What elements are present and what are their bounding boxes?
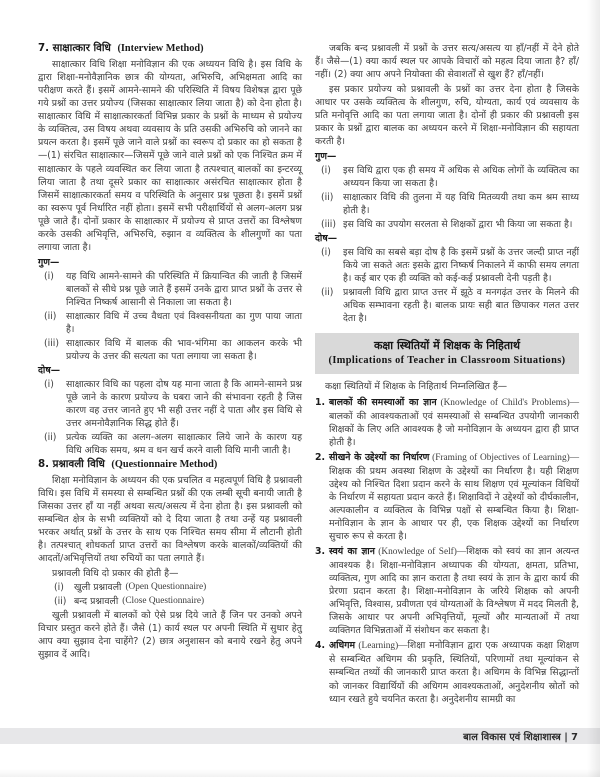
column-right xyxy=(315,42,579,708)
implications-heading-box xyxy=(315,333,579,374)
implication-title-english: (Learning)— xyxy=(355,641,408,652)
list-item xyxy=(38,431,302,457)
questionnaire-merits-label: गुण— xyxy=(315,151,337,163)
section-8-heading-hindi: 8. प्रश्नावली विधि xyxy=(38,457,105,470)
implication-item xyxy=(315,396,579,449)
list-item xyxy=(315,218,579,231)
interview-demerits-list xyxy=(38,378,302,457)
list-item-text: इस विधि का सबसे बड़ा दोष है कि इसमें प्रश्नों के उत्तर जल्दी प्राप्त नहीं किये जा सकते अतः इसके द्वारा निष्कर्ष निकालने में काफी समय लगता है। कई बार एक ही व्यक्ति को कई-कई प्रश्नावली देनी पड़ती है। xyxy=(343,247,579,285)
implication-title-hindi: सीखने के उद्देश्यों का निर्धारण xyxy=(329,452,430,464)
type-name-hindi: खुली प्रश्नावली xyxy=(74,582,122,594)
list-item xyxy=(38,378,302,430)
interview-demerits-label: दोष— xyxy=(38,364,61,376)
list-item-text: प्रश्नावली विधि द्वारा प्राप्त उत्तर में झूठे व मनगढ़ंत उत्तर के मिलने की अधिक सम्भावना रहती है। बालक प्रायः सही बात छिपाकर गलत उत्तर देता है। xyxy=(343,287,579,325)
questionnaire-type-item xyxy=(38,581,302,594)
implication-body: शिक्षक की प्रथम अवस्था शिक्षण के उद्देश्यों का निर्धारण है। यही शिक्षण उद्देश्य को निश्चित दिशा प्रदान करने के साथ शिक्षण एवं मूल्यांकन विधियों के निर्धारण में सहायता प्रदान करते हैं। शिक्षाविदों ने उद्देश्यों को दीर्घकालीन, अल्पकालीन व व्यक्तित्व के विभिन्न पक्षों से सम्बन्धित किया है। शिक्षा-मनोविज्ञान के ज्ञान के आधार पर ही, एक शिक्षक उद्देश्यों का निर्धारण सुचारु रूप से करता है। xyxy=(329,466,579,543)
list-item-marker: (ii) xyxy=(321,287,334,299)
list-item-marker: (ii) xyxy=(44,431,57,443)
list-item xyxy=(315,246,579,285)
implication-title-english: (Knowledge of Self)— xyxy=(374,547,467,558)
list-item-text: इस विधि का उपयोग सरलता से शिक्षकों द्वारा भी किया जा सकता है। xyxy=(343,219,573,231)
implication-item xyxy=(315,545,579,637)
implication-body: शिक्षक को स्वयं का ज्ञान अत्यन्त आवश्यक है। शिक्षा-मनोविज्ञान अध्यापक की योग्यता, क्षमता, प्रतिभा, व्यक्तित्व, गुण आदि का ज्ञान कराता है तथा स्वयं के ज्ञान के द्वारा कार्य की प्रेरणा प्रदान करता है। शिक्षा-मनोविज्ञान के जरिये शिक्षक को अपनी अभिवृत्ति, विश्वास, प्रवीणता एवं योग्यताओं के विश्लेषण में मदद मिलती है, जिसके आधार पर अपनी अभिवृत्तियों, मूल्यों और मान्यताओं में तथा व्यक्तिगत विभिन्नताओं में संशोधन कर सकता है। xyxy=(329,546,579,637)
implication-title-english: (Framing of Objectives of Learning)— xyxy=(429,453,580,464)
list-item-text: साक्षात्कार विधि का पहला दोष यह माना जाता है कि आमने-सामने प्रश्न पूछे जाने के कारण प्रयोज्य के घबरा जाने की संभावना रहती है जिस कारण वह उत्तर जानते हुए भी सही उत्तर नहीं दे पाता और इस विधि से उत्तर अमनोवैज्ञानिक सिद्ध होते हैं। xyxy=(66,378,302,429)
scan-shadow-right-edge xyxy=(587,0,600,777)
list-item xyxy=(315,164,579,190)
two-column-text-area xyxy=(38,42,579,708)
list-item xyxy=(38,337,302,363)
type-name-english: (Close Questionnaire) xyxy=(122,596,205,607)
open-questionnaire-paragraph: खुली प्रश्नावली में बालकों को ऐसे प्रश्न दिये जाते हैं जिन पर उनको अपने विचार प्रस्तुत करने होते हैं। जैसे (1) कार्य स्थल पर अपनी स्थिति में सुधार हेतु आप क्या सुझाव देना चाहेंगे? (2) छात्र अनुशासन को बनाये रखने हेतु अपने सुझाव दें आदि। xyxy=(38,610,302,661)
type-name-hindi: बन्द प्रश्नावली xyxy=(74,596,119,608)
questionnaire-method-paragraph: शिक्षा मनोविज्ञान के अध्ययन की एक प्रचलित व महत्वपूर्ण विधि है प्रश्नावली विधि। इस विधि में समस्या से सम्बन्धित प्रश्नों की एक लम्बी सूची बनायी जाती है जिसका उत्तर हाँ या नहीं अथवा सत्य/असत्य में देना होता है। इस प्रश्नावली को सम्बन्धित क्षेत्र के सभी व्यक्तियों को दे दिया जाता है तथा उन्हें यह प्रश्नावली भरकर अर्थात् प्रश्नों के उत्तर के साथ एक निश्चित समय सीमा में लौटानी होती है। तत्पश्चात् शोधकर्ता प्राप्त उत्तरों का विश्लेषण करके बालकों/व्यक्तियों की आदतों/अभिवृत्तियों तथा रुचियों का पता लगाते हैं। xyxy=(38,475,302,565)
list-item-marker: (ii) xyxy=(44,310,57,322)
section-7-heading-english: (Interview Method) xyxy=(117,43,204,54)
list-item-marker: (ii) xyxy=(321,192,334,204)
implication-text xyxy=(329,451,579,543)
questionnaire-types-list xyxy=(38,581,302,608)
questionnaire-analysis-paragraph: इस प्रकार प्रयोज्य को प्रश्नावली के प्रश्नों का उत्तर देना होता है जिसके आधार पर उसके व्यक्तित्व के शीलगुण, रुचि, योग्यता, कार्य एवं व्यवसाय के प्रति मनोवृत्ति आदि का पता लगाया जाता है। दोनों ही प्रकार की प्रश्नावली इस प्रकार के प्रश्नों द्वारा बालक का अध्ययन करने में शिक्षा-मनोविज्ञान की सहायता करती है। xyxy=(315,84,579,148)
list-item-marker: (i) xyxy=(321,247,331,259)
implications-list xyxy=(315,396,579,705)
section-7-heading-hindi: 7. साक्षात्कार विधि xyxy=(38,42,111,54)
section-8-heading xyxy=(38,458,302,471)
closed-questionnaire-paragraph: जबकि बन्द प्रश्नावली में प्रश्नों के उत्तर सत्य/असत्य या हाँ/नहीं में देने होते हैं। जैसे—(1) क्या कार्य स्थल पर आपके विचारों को महत्व दिया जाता है? हाँ/नहीं। (2) क्या आप अपने नियोक्ता की सेवाशर्तों से खुश हैं? हाँ/नहीं। xyxy=(315,43,579,81)
list-item-text: साक्षात्कार विधि में बालक की भाव-भंगिमा का आकलन करके भी प्रयोज्य के उत्तर की सत्यता का पता लगाया जा सकता है। xyxy=(66,337,302,362)
footer-book-title-and-page-number: बाल विकास एवं शिक्षाशास्त्र | 7 xyxy=(463,731,578,743)
list-item-marker: (i) xyxy=(44,378,54,390)
implication-text xyxy=(329,545,579,637)
list-item xyxy=(38,310,302,336)
implications-heading-hindi: कक्षा स्थितियों में शिक्षक के निहितार्थ xyxy=(373,339,521,353)
implication-title-english: (Knowledge of Child's Problems)— xyxy=(436,398,579,409)
list-item-text: साक्षात्कार विधि में उच्च वैधता एवं विश्वसनीयता का गुण पाया जाता है। xyxy=(66,310,302,335)
questionnaire-merits-list xyxy=(315,164,579,231)
implication-item xyxy=(315,451,579,543)
interview-method-paragraph: साक्षात्कार विधि शिक्षा मनोविज्ञान की एक अध्ययन विधि है। इस विधि के द्वारा शिक्षा-मनोवैज्ञानिक छात्र की योग्यता, अभिरुचि, अभिक्षमता आदि का परीक्षण करते हैं। इसमें आमने-सामने की परिस्थिति में विषय विशेषज्ञ द्वारा पूछे गये प्रश्नों का उत्तर प्रयोज्य (जिसका साक्षात्कार लिया जाता है) को देना होता है। साक्षात्कार विधि में साक्षात्कारकर्ता विभिन्न प्रकार के प्रश्नों के माध्यम से प्रयोज्य के व्यक्तित्व, उस विषय अथवा व्यवसाय के प्रति उसकी अभिरुचि को जानने का प्रयत्न करता है। इसमें पूछे जाने वाले प्रश्नों का स्वरूप दो प्रकार का हो सकता है—(1) संरचित साक्षात्कार—जिसमें पूछे जाने वाले प्रश्नों को एक निश्चित क्रम में साक्षात्कार के पहले व्यवस्थित कर लिया जाता है तत्पश्चात् बालकों का इन्टरव्यू लिया जाता है तथा दूसरे प्रकार का साक्षात्कार असंरचित साक्षात्कार होता है जिसमें साक्षात्कारकर्ता समय व परिस्थिति के अनुसार प्रश्न पूछता है। इसमें प्रश्नों का स्वरूप पूर्व निर्धारित नहीं होता। इसमें सभी परीक्षार्थियों से अलग-अलग प्रश्न पूछे जाते हैं। दोनों प्रकार के साक्षात्कार में प्रयोज्य से प्राप्त उत्तरों का विश्लेषण करके उसकी अभिवृत्ति, अभिरुचि, रुझान व व्यक्तित्व के शीलगुणों का पता लगाया जाता है। xyxy=(38,59,302,253)
implication-body: बालकों की आवश्यकताओं एवं समस्याओं से सम्बन्धित उपयोगी जानकारी शिक्षकों के लिए अति आवश्यक है जो मनोविज्ञान के अध्ययन द्वारा ही प्राप्त होती है। xyxy=(329,411,579,449)
implication-number: 2. xyxy=(315,452,326,464)
implications-intro: कक्षा स्थितियों में शिक्षक के निहितार्थ निम्नलिखित हैं— xyxy=(325,381,508,393)
list-item-text: प्रत्येक व्यक्ति का अलग-अलग साक्षात्कार लिये जाने के कारण यह विधि अधिक समय, श्रम व धन खर्च करने वाली विधि मानी जाती है। xyxy=(66,431,302,456)
section-8-heading-english: (Questionnaire Method) xyxy=(111,458,218,470)
implication-text xyxy=(329,396,579,449)
interview-merits-label: गुण— xyxy=(38,256,60,268)
list-item xyxy=(315,191,579,217)
implication-number: 1. xyxy=(315,397,326,409)
type-name-english: (Open Questionnaire) xyxy=(125,582,207,593)
implication-title-hindi: स्वयं का ज्ञान xyxy=(329,546,375,558)
implication-item xyxy=(315,639,579,705)
implications-heading-english: (Implications of Teacher in Classroom Situations) xyxy=(328,355,566,367)
implication-text xyxy=(329,639,579,705)
list-item-marker: (iii) xyxy=(44,337,60,349)
footer-band xyxy=(0,728,600,744)
section-7-heading xyxy=(38,42,302,55)
implication-title-hindi: बालकों की समस्याओं का ज्ञान xyxy=(329,397,437,409)
scan-shadow-bottom-edge xyxy=(0,769,600,777)
implication-number: 4. xyxy=(315,640,326,652)
interview-merits-list xyxy=(38,270,302,363)
implication-title-hindi: अधिगम xyxy=(329,640,356,652)
list-item-text: इस विधि द्वारा एक ही समय में अधिक से अधिक लोगों के व्यक्तित्व का अध्ययन किया जा सकता है। xyxy=(343,165,579,190)
questionnaire-types-intro: प्रश्नावली विधि दो प्रकार की होती है— xyxy=(52,568,179,580)
questionnaire-demerits-label: दोष— xyxy=(315,233,338,245)
questionnaire-demerits-list xyxy=(315,246,579,325)
list-item-marker: (ii) xyxy=(54,596,67,608)
column-left xyxy=(38,42,302,708)
list-item-text: साक्षात्कार विधि की तुलना में यह विधि मितव्ययी तथा कम श्रम साध्य होती है। xyxy=(343,192,579,217)
implication-body: शिक्षा मनोविज्ञान द्वारा एक अध्यापक कक्षा शिक्षण से सम्बन्धित अधिगम की प्रकृति, स्थितियों, परिणामों तथा मूल्यांकन से सम्बन्धित तथ्यों की जानकारी प्राप्त करता है। अधिगम के विभिन्न सिद्धान्तों को जानकर विद्यार्थियों की अधिगम आवश्यकताओं, अनुदेशनीय स्रोतों को ध्यान रखते हुये चयनित करता है। अनुदेशनीय सामग्री का xyxy=(329,640,579,705)
list-item-marker: (iii) xyxy=(321,219,337,231)
list-item-marker: (i) xyxy=(54,582,64,594)
list-item-marker: (i) xyxy=(321,165,331,177)
list-item xyxy=(315,286,579,325)
implication-number: 3. xyxy=(315,546,326,558)
list-item xyxy=(38,270,302,309)
list-item-marker: (i) xyxy=(44,270,54,282)
list-item-text: यह विधि आमने-सामने की परिस्थिति में क्रियान्वित की जाती है जिसमें बालकों से सीधे प्रश्न पूछे जाते हैं इसमें उनके द्वारा प्राप्त प्रश्नों के उत्तर से निश्चित निष्कर्ष आसानी से निकाला जा सकता है। xyxy=(66,270,302,308)
questionnaire-type-item xyxy=(38,595,302,608)
